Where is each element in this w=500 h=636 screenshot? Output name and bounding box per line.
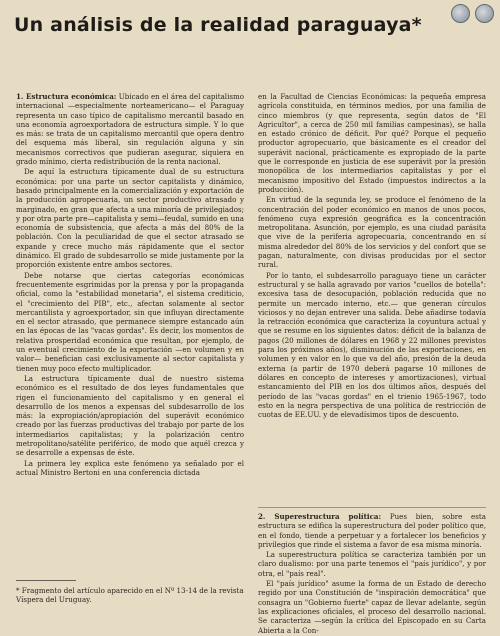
- paragraph: La superestructura política se caracteriza también por un claro dualismo: por una parte tenemos el "país jurídico", y por otra, el "país real".: [258, 550, 486, 578]
- right-column-section-2: [258, 512, 486, 636]
- footnote-rule: [16, 580, 76, 581]
- paragraph: [258, 512, 486, 549]
- circle-mark-icon: [475, 4, 494, 23]
- paragraph: Por lo tanto, el subdesarrollo paraguayo tiene un carácter estructural y se halla agravado por varios "cuellos de botella": excesiva tasa de desocupación, población reducida que no permite un mercado interno, etc.— que generan círculos viciosos y no dejan entrever una salida. Debe añadirse todavía la retracción económica que caracteriza la coyuntura actual y que se resume en los siguientes datos: déficit de la balanza de pagos (20 millones de dólares en 1968 y 22 millones previstos para los próximos años), disminución de las exportaciones, en volumen y en valor en lo que va del año, presión de la deuda externa (a partir de 1970 deberá pagarse 10 millones de dólares en concepto de intereses y amortizaciones), virtual estancamiento del PIB en los dos últimos años, después del período de las "vacas gordas" en el trienio 1965-1967, todo esto en la negra perspectiva de una política de restricción de cuotas de EE.UU. y de elevadísimos tipos de descuento.: [258, 270, 486, 420]
- section-heading-political: 2. Superestructura política:: [258, 512, 382, 521]
- corner-marks: [451, 4, 494, 23]
- section-divider: [258, 507, 486, 508]
- footnote: * Fragmento del artículo aparecido en el Nº 13-14 de la revista Víspera del Uruguay.: [16, 586, 244, 605]
- paragraph-text: Pues bien, sobre esta estructura se edifica la superestructura del poder político que, en el fondo, tiende a perpetuar y a fortalecer los beneficios y privilegios que rinde el sistema a favor de esa misma minoría.: [258, 512, 486, 549]
- circle-mark-icon: [451, 4, 470, 23]
- paragraph: De aquí la estructura típicamente dual de su estructura económica: por una parte un sector capitalista y dinámico, basado principalmente en la comercialización y exportación de la producción agropecuaria, un sector productivo atrasado y marginado, en gran que afecta a una minoría de privilegiados; y por otra parte pre—capitalista y semi—feudal, sumido en una economía de subsistencia, que afecta a más del 80% de la población. Con la peculiaridad de que el sector atrasado se expande y crece mucho más rápidamente que el sector dinámico. El grado de subdesarrollo se mide justamente por la proporción existente entre ambos sectores.: [16, 167, 244, 270]
- paragraph: La estructura típicamente dual de nuestro sistema económico es el resultado de dos leyes fundamentales que rigen el funcionamiento del capitalismo y en general el desarrollo de los menos a expensas del subdesarrollo de los más: la expropiación/apropiación del superávit económico creado por las fuerzas productivas del trabajo por parte de los intermediarios capitalistas; y la polarización centro metropolitano/satélite periférico, de modo que aquél crezca y se desarrolle a expensas de éste.: [16, 373, 244, 458]
- paragraph: Debe notarse que ciertas categorías económicas frecuentemente esgrimidas por la prensa y por la propaganda oficial, como la "estabilidad monetaria", el sistema crediticio, el "crecimiento del PIB", etc., afectan solamente al sector mercantilista y agroexportador, sin que influyan directamente en el sector atrasado, que permanece siempre estancado aún en las épocas de las "vacas gordas". Es decir, los momentos de relativa prosperidad económica que resultan, por ejemplo, de un eventual crecimiento de la exportación —en volumen y en valor— benefician casi exclusivamente al sector capitalista y tienen muy poco efecto multiplicador.: [16, 270, 244, 373]
- paragraph: La primera ley explica este fenómeno ya señalado por el actual Ministro Bertoni en una conferencia dictada: [16, 458, 244, 477]
- section-heading-economic: 1. Estructura económica:: [16, 92, 117, 101]
- right-column: [258, 92, 486, 420]
- article-title: Un análisis de la realidad paraguaya*: [14, 14, 422, 36]
- paragraph: En virtud de la segunda ley, se produce el fenómeno de la concentración del poder económico en manos de unos pocos, fenómeno cuya expresión geográfica es la concentración metropolitana. Asunción, por ejemplo, es una ciudad parásita que vive de la periferia agropecuaria, concentrando en sí misma alrededor del 80% de los servicios y del confort que se pagan, naturalmente, con divisas producidas por el sector rural.: [258, 195, 486, 270]
- left-column: [16, 92, 244, 478]
- paragraph: El "país jurídico" asume la forma de un Estado de derecho regido por una Constitución de "inspiración democrática" que consagra un "Gobierno fuerte" capaz de llevar adelante, según las explicaciones oficiales, el proceso del desarrollo nacional. Se caracteriza —según la crítica del Episcopado en su Carta Abierta a la Con-: [258, 579, 486, 635]
- paragraph: en la Facultad de Ciencias Económicas: la pequeña empresa agrícola constituida, en términos medios, por una familia de cinco miembros (y que representa, según datos de "El Agricultor", a cerca de 250 mil familias campesinas), se halla en estado crónico de déficit. Por qué? Porque el pequeño productor agropecuario, que básicamente es el creador del superávit nacional, prácticamente es expropiado de la parte que le corresponde en justicia de ese superávit por la presión monopólica de los intermediarios capitalistas y por el mecanismo impositivo del Estado (impuestos indirectos a la producción).: [258, 92, 486, 194]
- paragraph-text: Ubicado en el área del capitalismo internacional —especialmente norteamericano— el Paraguay representa un caso típico de capitalismo mercantil basado en una economía agroexportadora de estructura simple. Y lo que es más: se trata de un capitalismo mercantil que opera dentro del esquema más liberal, sin regulación alguna y sin mecanismos correctivos que pudieran asegurar, siquiera en grado mínimo, cierta redistribución de la renta nacional.: [16, 92, 244, 167]
- paragraph: [16, 92, 244, 166]
